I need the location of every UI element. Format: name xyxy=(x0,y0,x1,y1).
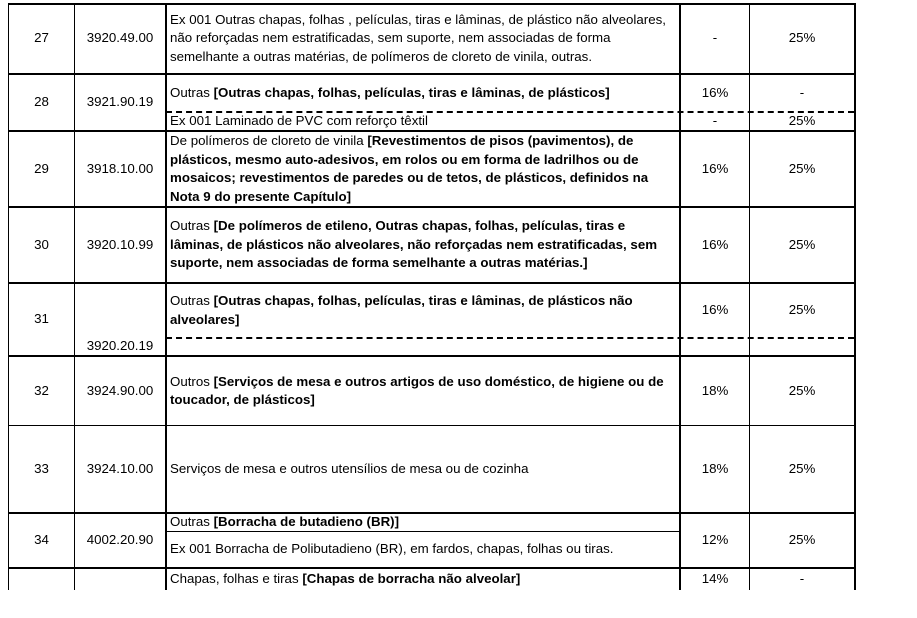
rate-new: 25% xyxy=(788,236,816,252)
item-description xyxy=(167,569,679,589)
ncm-code: 3920.20.19 xyxy=(86,338,154,354)
description-text: Ex 001 Outras chapas, folhas , películas, tiras e lâminas, de plástico não alveolares, não reforçadas nem estratificadas, sem suporte, nem associadas de forma semelhante a outras matérias, de polímeros de cloreto de vinila, outras. xyxy=(170,11,666,64)
description-bold: [Serviços de mesa e outros artigos de uso doméstico, de higiene ou de toucador, de plásticos] xyxy=(170,373,664,407)
row-number: 29 xyxy=(34,160,49,176)
item-description xyxy=(167,208,679,282)
ncm-code: 4002.20.90 xyxy=(86,532,154,548)
description-bold: [Chapas de borracha não alveolar] xyxy=(302,570,521,586)
row-number: 31 xyxy=(34,311,49,327)
ncm-code: 3920.10.99 xyxy=(86,236,154,252)
rate-current: 14% xyxy=(701,570,729,586)
rate-new: - xyxy=(799,570,805,586)
row-number: 27 xyxy=(34,30,49,46)
sub-rate-new: 25% xyxy=(788,113,816,129)
item-description xyxy=(167,132,679,206)
description-bold: [Borracha de butadieno (BR)] xyxy=(213,514,400,530)
rate-new: 25% xyxy=(788,302,816,318)
description-bold: [Outras chapas, folhas, películas, tiras e lâminas, de plásticos] xyxy=(213,84,610,100)
rate-current: 18% xyxy=(701,382,729,398)
item-description xyxy=(167,426,679,512)
rate-current: 16% xyxy=(701,236,729,252)
item-description xyxy=(167,4,679,73)
rate-new: 25% xyxy=(788,532,816,548)
description-text: Outras xyxy=(170,84,214,100)
rate-current: 16% xyxy=(701,302,729,318)
rate-current: 16% xyxy=(701,84,729,100)
description-bold: [Outras chapas, folhas, películas, tiras e lâminas, de plásticos não alveolares] xyxy=(170,293,633,327)
row-number: 32 xyxy=(34,382,49,398)
ncm-code: 3918.10.00 xyxy=(86,160,154,176)
rate-current: - xyxy=(712,30,718,46)
description-bold: [De polímeros de etileno, Outras chapas, folhas, películas, tiras e lâminas, de plásticos não alveolares, não reforçadas nem estratificadas, sem suporte, nem associadas de forma semelhante a outras matérias.] xyxy=(170,218,658,271)
description-text: Outras xyxy=(170,514,214,530)
rate-current: 16% xyxy=(701,160,729,176)
table-border-right xyxy=(854,3,856,590)
ncm-code: 3920.49.00 xyxy=(86,30,154,46)
description-text: Outras xyxy=(170,218,214,234)
rate-new: 25% xyxy=(788,160,816,176)
ncm-code: 3924.10.00 xyxy=(86,460,154,476)
rate-new: - xyxy=(799,84,805,100)
ncm-code: 3924.90.00 xyxy=(86,382,154,398)
rate-current: 12% xyxy=(701,532,729,548)
row-number: 33 xyxy=(34,460,49,476)
rate-current: 18% xyxy=(701,460,729,476)
row-number: 28 xyxy=(34,94,49,110)
sub-item-description: Ex 001 Borracha de Polibutadieno (BR), em fardos, chapas, folhas ou tiras. xyxy=(170,541,614,557)
row-subdivider-31 xyxy=(166,337,854,339)
item-description xyxy=(167,514,679,531)
description-text: Outros xyxy=(170,373,214,389)
rate-new: 25% xyxy=(788,460,816,476)
ncm-code: 3921.90.19 xyxy=(86,94,154,110)
rate-new: 25% xyxy=(788,30,816,46)
item-description xyxy=(167,284,679,337)
item-description xyxy=(167,357,679,425)
description-text: Outras xyxy=(170,293,214,308)
description-bold: [Revestimentos de pisos (pavimentos), de plásticos, mesmo auto-adesivos, em rolos ou em forma de ladrilhos ou de mosaicos; revestimentos de paredes ou de tetos, de plásticos, definidos na Nota 9 do presente Capítulo] xyxy=(170,133,649,204)
description-text: De polímeros de cloreto de vinila xyxy=(170,133,368,148)
description-text: Serviços de mesa e outros utensílios de mesa ou de cozinha xyxy=(170,460,529,476)
row-number: 34 xyxy=(34,532,49,548)
item-description xyxy=(167,75,679,111)
sub-item-description: Ex 001 Laminado de PVC com reforço têxtil xyxy=(170,113,428,129)
sub-rate-current: - xyxy=(712,113,718,129)
row-number: 30 xyxy=(34,236,49,252)
description-text: Chapas, folhas e tiras xyxy=(170,570,303,586)
rate-new: 25% xyxy=(788,382,816,398)
